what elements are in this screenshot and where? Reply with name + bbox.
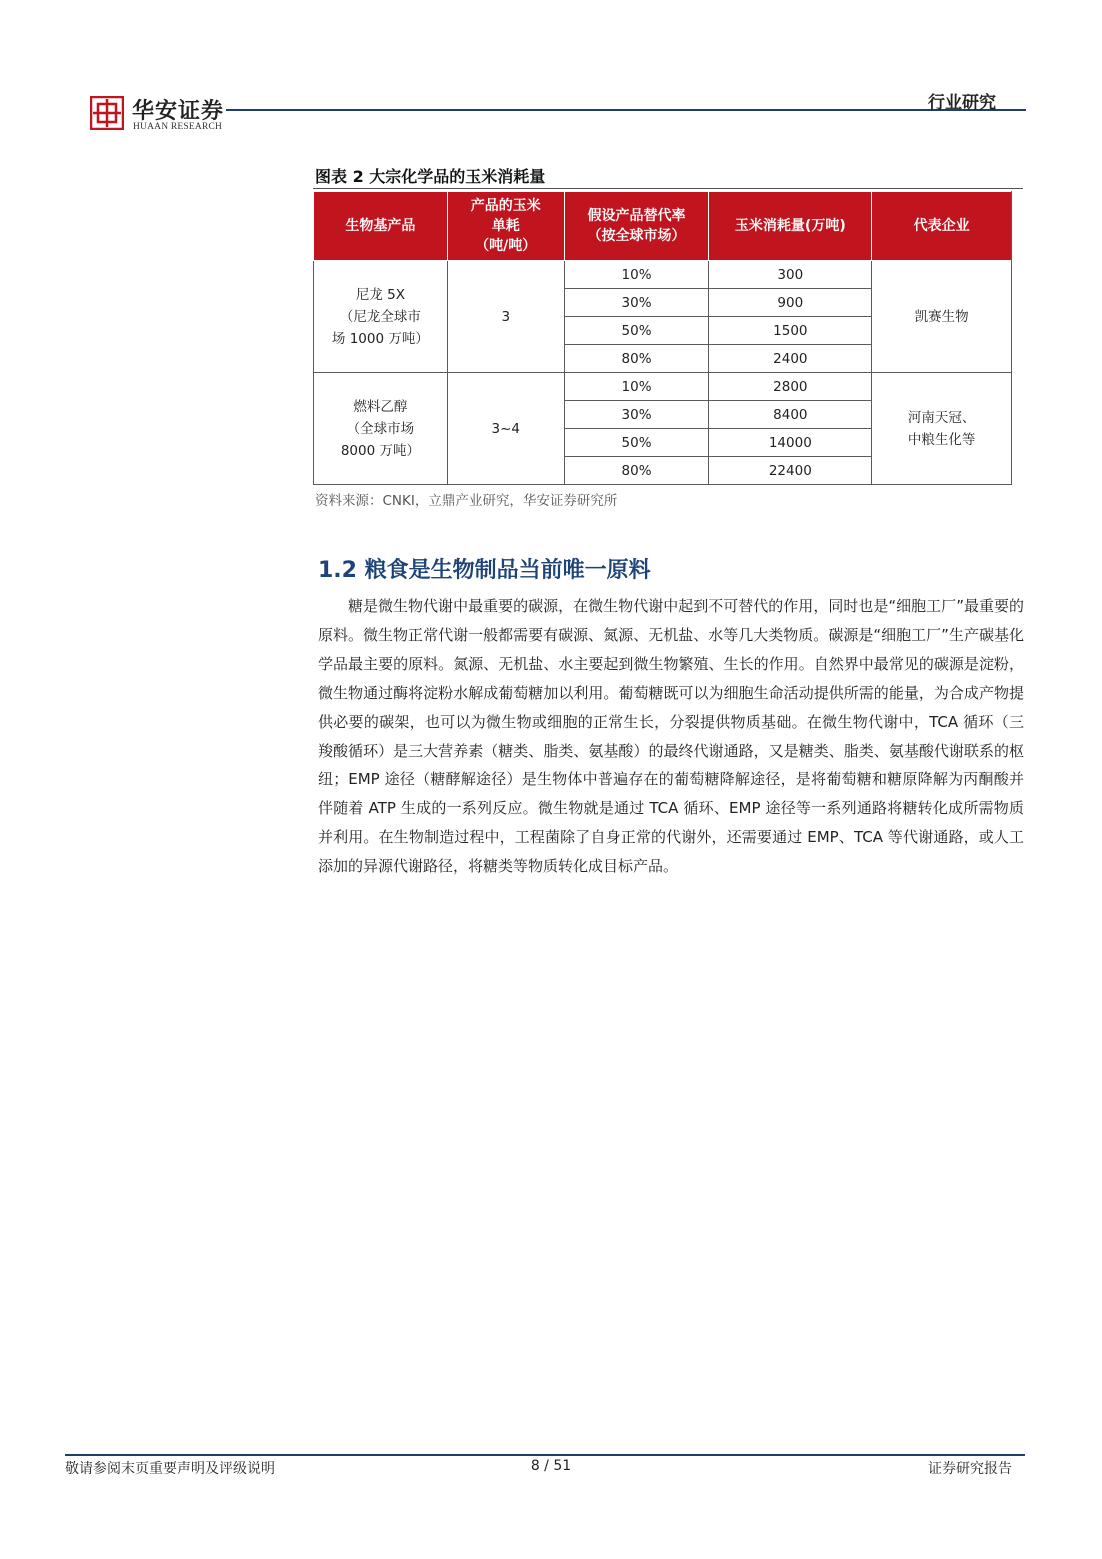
logo-subtitle: HUAAN RESEARCH: [133, 122, 223, 132]
product-line: 尼龙 5X: [355, 286, 405, 303]
column-header-line: 生物基产品: [345, 218, 416, 234]
figure-title: 图表 2 大宗化学品的玉米消耗量: [315, 167, 546, 186]
substitution-rate-cell: 10%: [564, 373, 709, 401]
table-row: [314, 261, 1012, 289]
corn-consumption-cell: 900: [709, 289, 872, 317]
company-line: 中粮生化等: [907, 431, 976, 448]
body-paragraph: 糖是微生物代谢中最重要的碳源，在微生物代谢中起到不可替代的作用，同时也是“细胞工厂”最重要的原料。微生物正常代谢一般都需要有碳源、氮源、无机盐、水等几大类物质。碳源是“细胞工厂”生产碳基化学品最主要的原料。氮源、无机盐、水主要起到微生物繁殖、生长的作用。自然界中最常见的碳源是淀粉，微生物通过酶将淀粉水解成葡萄糖加以利用。葡萄糖既可以为细胞生命活动提供所需的能量，为合成产物提供必要的碳架，也可以为微生物或细胞的正常生长，分裂提供物质基础。在微生物代谢中，TCA 循环（三羧酸循环）是三大营养素（糖类、脂类、氨基酸）的最终代谢通路，又是糖类、脂类、氨基酸代谢联系的枢纽；EMP 途径（糖酵解途径）是生物体中普遍存在的葡萄糖降解途径，是将葡萄糖和糖原降解为丙酮酸并伴随着 ATP 生成的一系列反应。微生物就是通过 TCA 循环、EMP 途径等一系列通路将糖转化成所需物质并利用。在生物制造过程中，工程菌除了自身正常的代谢外，还需要通过 EMP、TCA 等代谢通路，或人工添加的异源代谢路径，将糖类等物质转化成目标产品。: [318, 597, 1024, 876]
corn-consumption-cell: 2800: [709, 373, 872, 401]
corn-consumption-cell: 300: [709, 261, 872, 289]
product-line: （尼龙全球市: [339, 308, 421, 325]
company-cell: [872, 261, 1012, 373]
corn-consumption-cell: 2400: [709, 345, 872, 373]
table-body: [314, 261, 1012, 485]
footer-divider: [65, 1454, 1025, 1456]
substitution-rate-cell: 50%: [564, 429, 709, 457]
header-row: [314, 192, 1012, 261]
product-line: 8000 万吨）: [340, 442, 420, 459]
substitution-rate-cell: 80%: [564, 457, 709, 485]
column-header-line: （按全球市场）: [587, 228, 686, 244]
logo-name: 华安证券: [132, 98, 225, 124]
table-row: [314, 373, 1012, 401]
company-line: 凯赛生物: [914, 308, 969, 325]
product-line: （全球市场: [346, 420, 415, 437]
product-cell: [314, 373, 448, 485]
corn-consumption-table: [313, 191, 1012, 485]
figure-source: 资料来源：CNKI，立鼎产业研究，华安证券研究所: [315, 493, 618, 509]
substitution-rate-cell: 10%: [564, 261, 709, 289]
corn-consumption-cell: 8400: [709, 401, 872, 429]
table-header: [314, 192, 1012, 261]
unit-consumption-cell: 3: [447, 261, 564, 373]
column-header-line: 玉米消耗量(万吨): [734, 218, 846, 234]
corn-consumption-cell: 14000: [709, 429, 872, 457]
column-header: [872, 192, 1012, 261]
substitution-rate-cell: 50%: [564, 317, 709, 345]
column-header-line: （吨/吨）: [475, 238, 537, 254]
unit-consumption-cell: 3~4: [447, 373, 564, 485]
footer-report-type: 证券研究报告: [928, 1461, 1012, 1477]
product-line: 场 1000 万吨）: [331, 330, 429, 347]
product-cell: [314, 261, 448, 373]
corn-consumption-cell: 22400: [709, 457, 872, 485]
company-cell: [872, 373, 1012, 485]
huaan-logo-icon: [90, 96, 124, 130]
corn-consumption-cell: 1500: [709, 317, 872, 345]
substitution-rate-cell: 30%: [564, 401, 709, 429]
column-header: [447, 192, 564, 261]
substitution-rate-cell: 80%: [564, 345, 709, 373]
column-header: [709, 192, 872, 261]
page-number: 8 / 51: [530, 1458, 572, 1474]
column-header-line: 假设产品替代率: [587, 208, 686, 224]
footer-disclaimer: 敬请参阅末页重要声明及评级说明: [65, 1461, 275, 1477]
column-header: [564, 192, 709, 261]
company-line: 河南天冠、: [907, 409, 976, 426]
section-label: 行业研究: [928, 93, 996, 113]
figure-title-rule: [313, 188, 1023, 189]
column-header-line: 代表企业: [913, 218, 970, 234]
header-divider: [226, 109, 1026, 111]
product-line: 燃料乙醇: [353, 398, 408, 415]
substitution-rate-cell: 30%: [564, 289, 709, 317]
column-header-line: 单耗: [491, 218, 520, 234]
column-header-line: 产品的玉米: [470, 198, 541, 214]
column-header: [314, 192, 448, 261]
section-title: 1.2 粮食是生物制品当前唯一原料: [318, 558, 651, 583]
